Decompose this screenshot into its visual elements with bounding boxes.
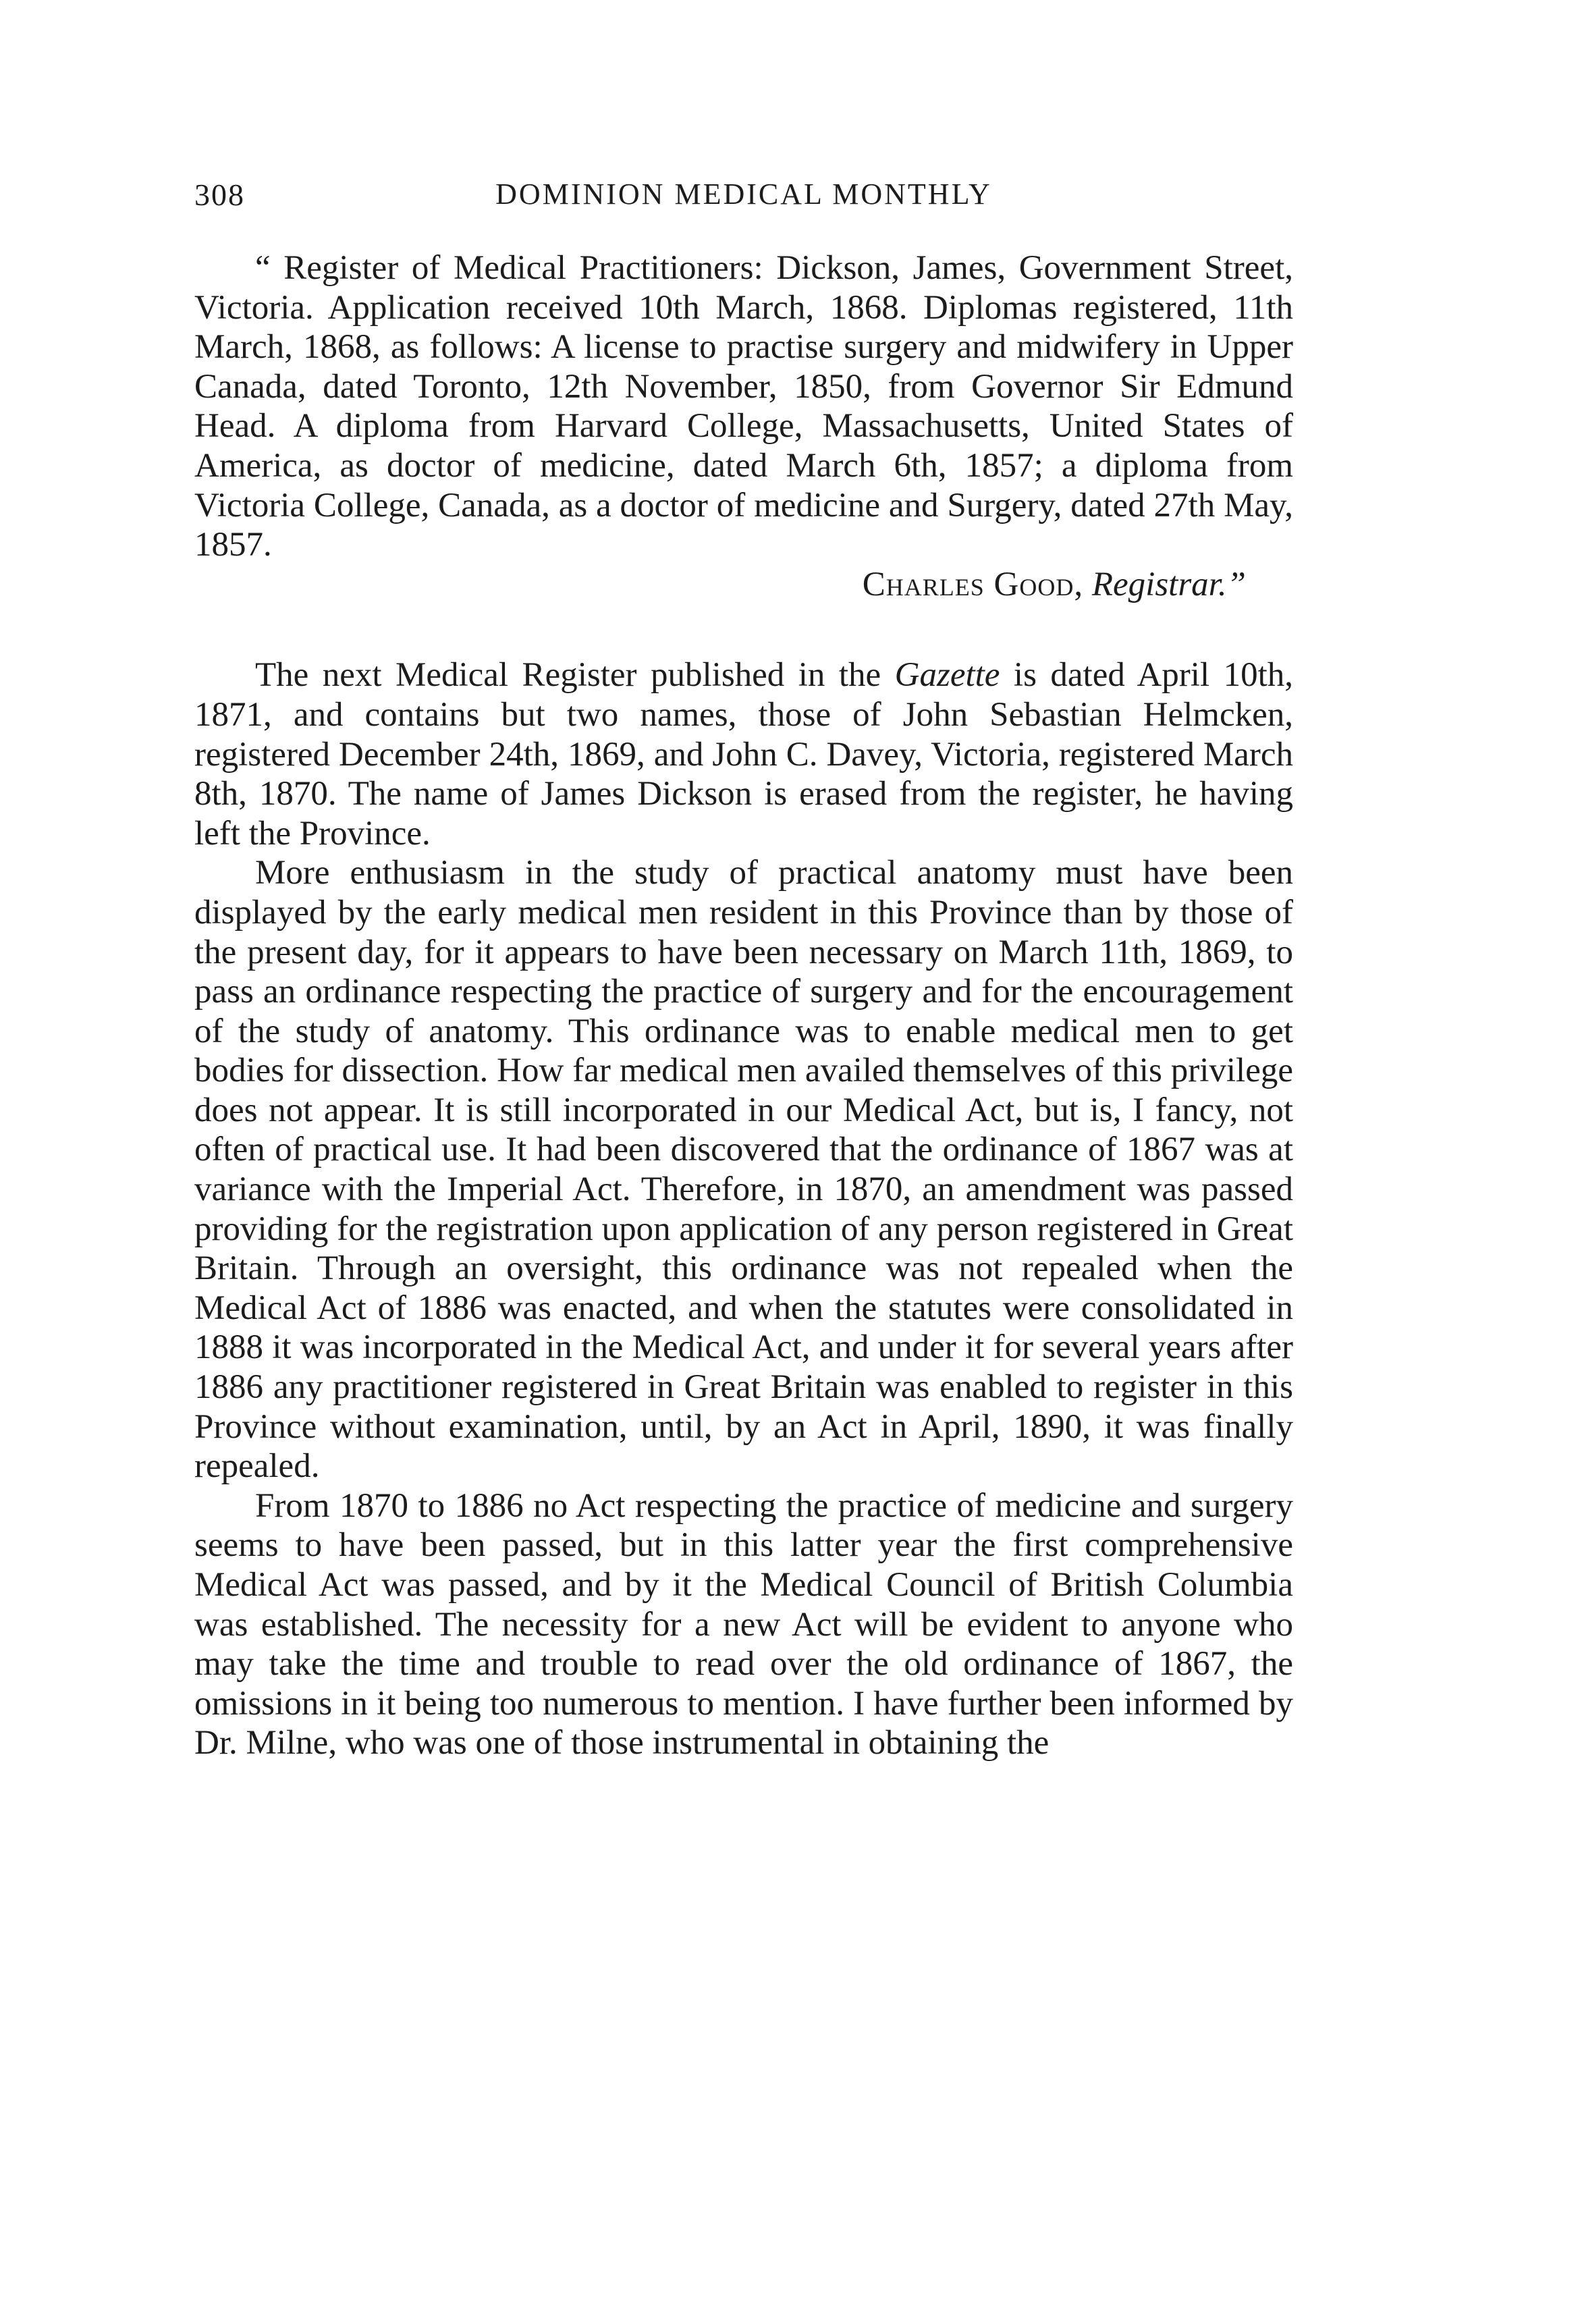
running-head xyxy=(194,177,1293,224)
paragraph-medical-register xyxy=(194,655,1293,853)
page xyxy=(194,177,1293,1763)
signature-name: Charles Good, xyxy=(862,565,1084,603)
signature-title: Registrar.” xyxy=(1091,565,1246,603)
paragraph-medical-act: From 1870 to 1886 no Act respecting the practice of medicine and surgery seems to have been passed, but in this latter year the first comprehensive Medical Act was passed, and by it the Medical Council of British Columbia was established. The necessity for a new Act will be evident to anyone who may take the time and trouble to read over the old ordinance of 1867, the omissions in it being too numerous to mention. I have further been informed by Dr. Milne, who was one of those instrumental in obtaining the xyxy=(194,1486,1293,1762)
signature xyxy=(194,565,1293,605)
paragraph-gap xyxy=(194,604,1293,655)
page-number: 308 xyxy=(194,178,245,212)
paragraph-medical-register-start: The next Medical Register published in the xyxy=(255,656,895,695)
article-body xyxy=(194,248,1293,1763)
quoted-register-entry: “ Register of Medical Practitioners: Dickson, James, Government Street, Victoria. Application received 10th March, 1868. Diplomas registered, 11th March, 1868, as follows: A license to practise surgery and midwifery in Upper Canada, dated Toronto, 12th November, 1850, from Governor Sir Edmund Head. A diploma from Harvard College, Massachusetts, United States of America, as doctor of medicine, dated March 6th, 1857; a diploma from Victoria College, Canada, as a doctor of medicine and Surgery, dated 27th May, 1857. xyxy=(194,249,1293,564)
journal-title: DOMINION MEDICAL MONTHLY xyxy=(495,178,992,211)
paragraph-medical-register-rest: is dated April 10th, 1871, and contains but two names, those of John Sebastian Helmcken, registered December 24th, 1869, and John C. Davey, Victoria, registered March 8th, 1870. The name of James Dickson is erased from the register, he having left the Province. xyxy=(194,656,1293,853)
gazette-title: Gazette xyxy=(894,656,1000,695)
paragraph-anatomy-ordinance: More enthusiasm in the study of practical anatomy must have been displayed by the early medical men resident in this Province than by those of the present day, for it appears to have been necessary on March 11th, 1869, to pass an ordinance respecting the practice of surgery and for the encouragement of the study of anatomy. This ordinance was to enable medical men to get bodies for dissection. How far medical men availed themselves of this privilege does not appear. It is still incorporated in our Medical Act, but is, I fancy, not often of practical use. It had been discovered that the ordinance of 1867 was at variance with the Imperial Act. Therefore, in 1870, an amendment was passed providing for the registration upon application of any person registered in Great Britain. Through an oversight, this ordinance was not repealed when the Medical Act of 1886 was enacted, and when the statutes were consolidated in 1888 it was incorporated in the Medical Act, and under it for several years after 1886 any practitioner registered in Great Britain was enabled to register in this Province without examination, until, by an Act in April, 1890, it was finally repealed. xyxy=(194,854,1293,1486)
